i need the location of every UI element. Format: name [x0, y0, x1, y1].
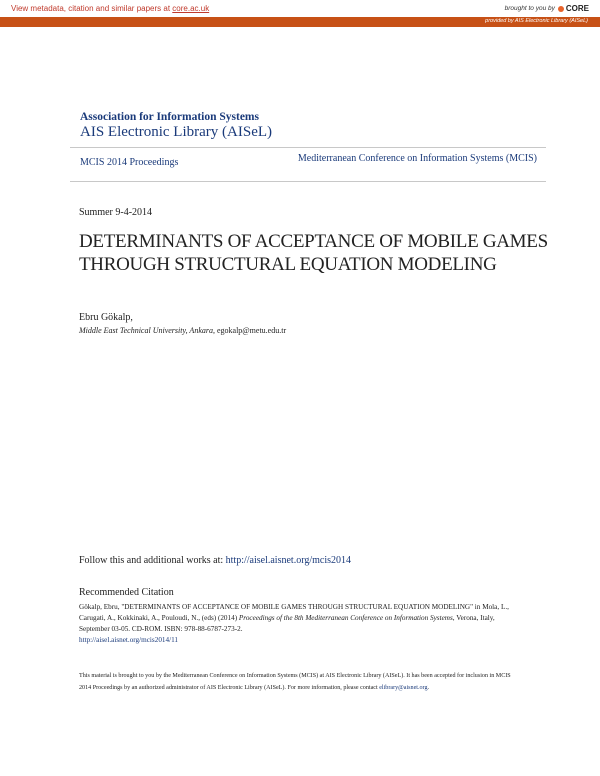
- core-logo[interactable]: [558, 4, 589, 13]
- conference-link[interactable]: Mediterranean Conference on Information Systems (MCIS): [297, 153, 537, 164]
- citation-text-2: , Verona, Italy, September 03-05. CD-ROM. ISBN: 978-88-6787-273-2.: [79, 614, 495, 633]
- provided-by-text[interactable]: provided by AIS Electronic Library (AISeL): [485, 18, 588, 24]
- brought-by-text: brought to you by: [504, 5, 555, 12]
- library-name[interactable]: AIS Electronic Library (AISeL): [80, 124, 273, 140]
- follow-line: [79, 555, 351, 566]
- affiliation-name: Middle East Technical University, Ankara: [79, 326, 213, 335]
- collection-bar: [70, 147, 546, 182]
- footer-notice: [79, 670, 519, 694]
- recommended-citation-heading: Recommended Citation: [79, 587, 174, 598]
- citation-text-1: Gökalp, Ebru, "DETERMINANTS OF ACCEPTANCE OF MOBILE GAMES THROUGH STRUCTURAL EQUATION MODELING" in Mola, L., Carugati, A., Kokkinaki, A., Pouloudi, N., (eds) (2014): [79, 603, 509, 622]
- core-metadata-link[interactable]: [11, 4, 209, 13]
- paper-title: DETERMINANTS OF ACCEPTANCE OF MOBILE GAMES THROUGH STRUCTURAL EQUATION MODELING: [79, 231, 548, 275]
- core-logo-icon: [558, 6, 564, 12]
- core-ac-uk-link[interactable]: core.ac.uk: [172, 4, 210, 13]
- organization-name[interactable]: Association for Information Systems: [80, 111, 259, 123]
- author-affiliation: [79, 326, 286, 335]
- author-name: Ebru Gökalp,: [79, 312, 133, 323]
- library-header: [80, 111, 272, 141]
- citation-proceedings-title: Proceedings of the 8th Mediterranean Conference on Information Systems: [238, 614, 453, 622]
- core-metadata-text: View metadata, citation and similar papers at: [11, 4, 173, 13]
- core-topbar: [0, 0, 600, 17]
- contact-email-link[interactable]: elibrary@aisnet.org: [379, 685, 428, 691]
- author-email: , egokalp@metu.edu.tr: [212, 326, 287, 335]
- brought-to-you-by: [505, 4, 589, 13]
- publication-date: Summer 9-4-2014: [79, 207, 153, 218]
- footer-end: .: [427, 685, 430, 691]
- recommended-citation-body: [79, 602, 519, 646]
- proceedings-link[interactable]: MCIS 2014 Proceedings: [80, 157, 179, 168]
- core-logo-text: CORE: [565, 4, 589, 13]
- follow-text: Follow this and additional works at:: [79, 555, 226, 566]
- citation-url-link[interactable]: http://aisel.aisnet.org/mcis2014/11: [79, 636, 179, 644]
- provider-banner: [0, 17, 600, 27]
- footer-text: This material is brought to you by the Mediterranean Conference on Information Systems (MCIS) at AIS Electronic Library (AISeL). It has been accepted for inclusion in MCIS 2014 Proceedings by an authorized administrator of AIS Electronic Library (AISeL). For more information, please contact: [79, 673, 511, 691]
- follow-url-link[interactable]: http://aisel.aisnet.org/mcis2014: [225, 555, 352, 566]
